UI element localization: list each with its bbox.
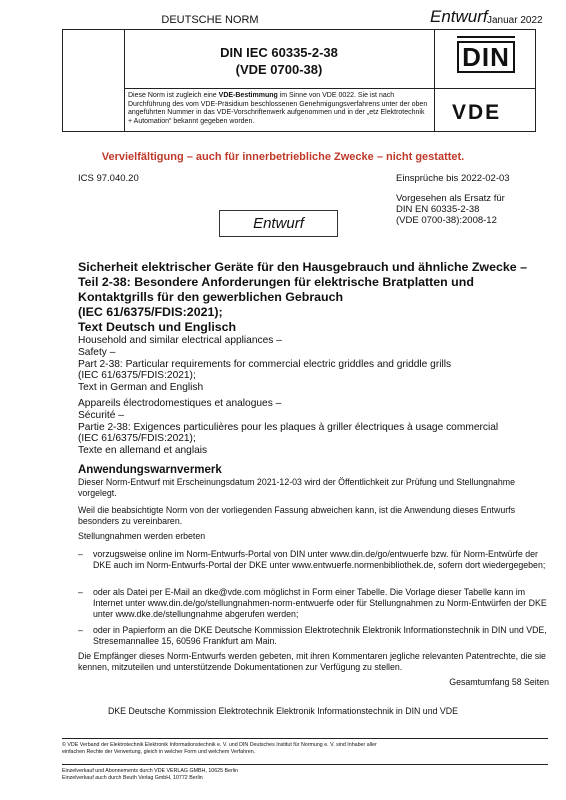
replacement-note — [396, 193, 556, 226]
sales-notice — [62, 768, 548, 782]
header-date: Januar 2022 — [487, 15, 543, 26]
header-norm-label: DEUTSCHE NORM — [161, 14, 259, 26]
title-line: Sécurité – — [78, 409, 124, 421]
footer-rule-bottom — [62, 764, 548, 765]
copyright-line: einfachen Rechte der Verwertung, gleich in welcher Form und welchem Verfahren. — [62, 749, 256, 755]
title-line: (IEC 61/6375/FDIS:2021); — [78, 370, 196, 382]
title-line: Household and similar electrical appliances – — [78, 335, 282, 346]
ics-code: ICS 97.040.20 — [78, 173, 139, 184]
header-entwurf: Entwurf — [430, 7, 488, 26]
draft-box: Entwurf — [219, 210, 338, 237]
list-item — [78, 587, 548, 620]
footer-rule-top — [62, 738, 548, 739]
list-item-text: oder als Datei per E-Mail an dke@vde.com möglichst in Form einer Tabelle. Die Vorlage dieser Tabelle kann im Internet unter www.din.de/go/stellungnahmen-norm-entwuerfe oder für Stellungnahmen zu Norm-Entwürfen der DKE unter www.dke.de/stellungnahme abgerufen werden; — [93, 587, 547, 619]
objection-deadline: Einsprüche bis 2022-02-03 — [396, 173, 510, 184]
list-item-text: oder in Papierform an die DKE Deutsche Kommission Elektrotechnik Elektronik Informationstechnik in DIN und VDE, Stresemannallee 15, 60596 Frankfurt am Main. — [93, 625, 547, 646]
reproduction-warning: Vervielfältigung – auch für innerbetriebliche Zwecke – nicht gestattet. — [101, 151, 465, 163]
title-english — [78, 335, 548, 394]
vde-notice-suffix: im Sinne von VDE 0022. Sie ist nach Durchführung des vom VDE-Präsidium beschlossenen Genehmigungsverfahrens unter der oben angeführten Nummer in das VDE-Vorschriftenwerk aufgenommen und in der „etz Elektrotechnik + Automation“ bekannt gegeben worden. — [128, 92, 428, 125]
title-line: Sicherheit elektrischer Geräte für den Hausgebrauch und ähnliche Zwecke – — [78, 260, 527, 274]
sales-line: Einzelverkauf auch durch Beuth Verlag GmbH, 10772 Berlin — [62, 775, 203, 781]
vde-notice-bold: VDE-Bestimmung — [218, 92, 278, 99]
replacement-line: DIN EN 60335-2-38 — [396, 204, 480, 215]
title-line: Part 2-38: Particular requirements for commercial electric griddles and griddle grills — [78, 358, 452, 370]
title-line: Appareils électrodomestiques et analogues – — [78, 398, 282, 409]
total-pages: Gesamtumfang 58 Seiten — [449, 677, 549, 687]
standard-number-vde: (VDE 0700-38) — [235, 62, 323, 77]
title-french — [78, 398, 548, 457]
copyright-notice — [62, 742, 548, 756]
din-logo: DIN — [457, 41, 515, 73]
paragraph-patents: Die Empfänger dieses Norm-Entwurfs werden gebeten, mit ihren Kommentaren jegliche relevanten Patentrechte, die sie kennen, mitzuteilen und unterstützende Dokumentationen zur Verfügung zu stellen. — [78, 651, 546, 672]
title-line: Texte en allemand et anglais — [78, 445, 208, 457]
title-line: Teil 2-38: Besondere Anforderungen für elektrische Bratplatten und — [78, 275, 474, 289]
title-line: Partie 2-38: Exigences particulières pour les plaques à griller électriques à usage commercial — [78, 421, 499, 433]
list-dash: – — [78, 549, 83, 559]
title-line: (IEC 61/6375/FDIS:2021); — [78, 433, 196, 445]
list-item-text: vorzugsweise online im Norm-Entwurfs-Portal von DIN unter www.din.de/go/entwuerfe bzw. für Norm-Entwürfe der DKE auch im Norm-Entwurfs-Portal der DKE unter www.entwuerfe.normenbibliothek.de, sofern dort wiedergegeben; — [93, 549, 546, 570]
standard-number — [124, 44, 434, 78]
title-german — [78, 260, 548, 335]
list-item — [78, 625, 548, 647]
dke-line: DKE Deutsche Kommission Elektrotechnik Elektronik Informationstechnik in DIN und VDE — [107, 706, 459, 716]
box-divider-horizontal — [124, 88, 536, 89]
vde-notice — [128, 92, 430, 126]
copyright-line: © VDE Verband der Elektrotechnik Elektronik Informationstechnik e. V. und DIN Deutsches Institut für Normung e. V. sind Inhaber aller — [62, 742, 377, 748]
paragraph-comments-requested: Stellungnahmen werden erbeten — [78, 531, 206, 541]
sales-line: Einzelverkauf und Abonnements durch VDE VERLAG GMBH, 10625 Berlin — [62, 768, 239, 774]
paragraph-deviation: Weil die beabsichtigte Norm von der vorliegenden Fassung abweichen kann, ist die Anwendung dieses Entwurfs besonders zu vereinbaren. — [78, 505, 516, 526]
title-line: (IEC 61/6375/FDIS:2021); — [78, 305, 223, 319]
standard-number-din: DIN IEC 60335-2-38 — [220, 45, 338, 60]
title-line: Text in German and English — [78, 382, 204, 394]
replacement-line: Vorgesehen als Ersatz für — [396, 193, 505, 204]
replacement-line: (VDE 0700-38):2008-12 — [396, 215, 497, 226]
vde-logo: VDE — [452, 101, 502, 124]
box-divider-right — [434, 30, 435, 132]
list-item — [78, 549, 548, 582]
vde-notice-prefix: Diese Norm ist zugleich eine — [128, 92, 219, 99]
title-line: Safety – — [78, 346, 116, 358]
application-warning-heading: Anwendungswarnvermerk — [78, 464, 222, 476]
list-dash: – — [78, 587, 83, 597]
list-dash: – — [78, 625, 83, 635]
paragraph-draft-date: Dieser Norm-Entwurf mit Erscheinungsdatum 2021-12-03 wird der Öffentlichkeit zur Prüfung und Stellungnahme vorgelegt. — [78, 477, 515, 498]
title-line: Text Deutsch und Englisch — [78, 320, 237, 334]
title-line: Kontaktgrills für den gewerblichen Gebrauch — [78, 290, 344, 304]
